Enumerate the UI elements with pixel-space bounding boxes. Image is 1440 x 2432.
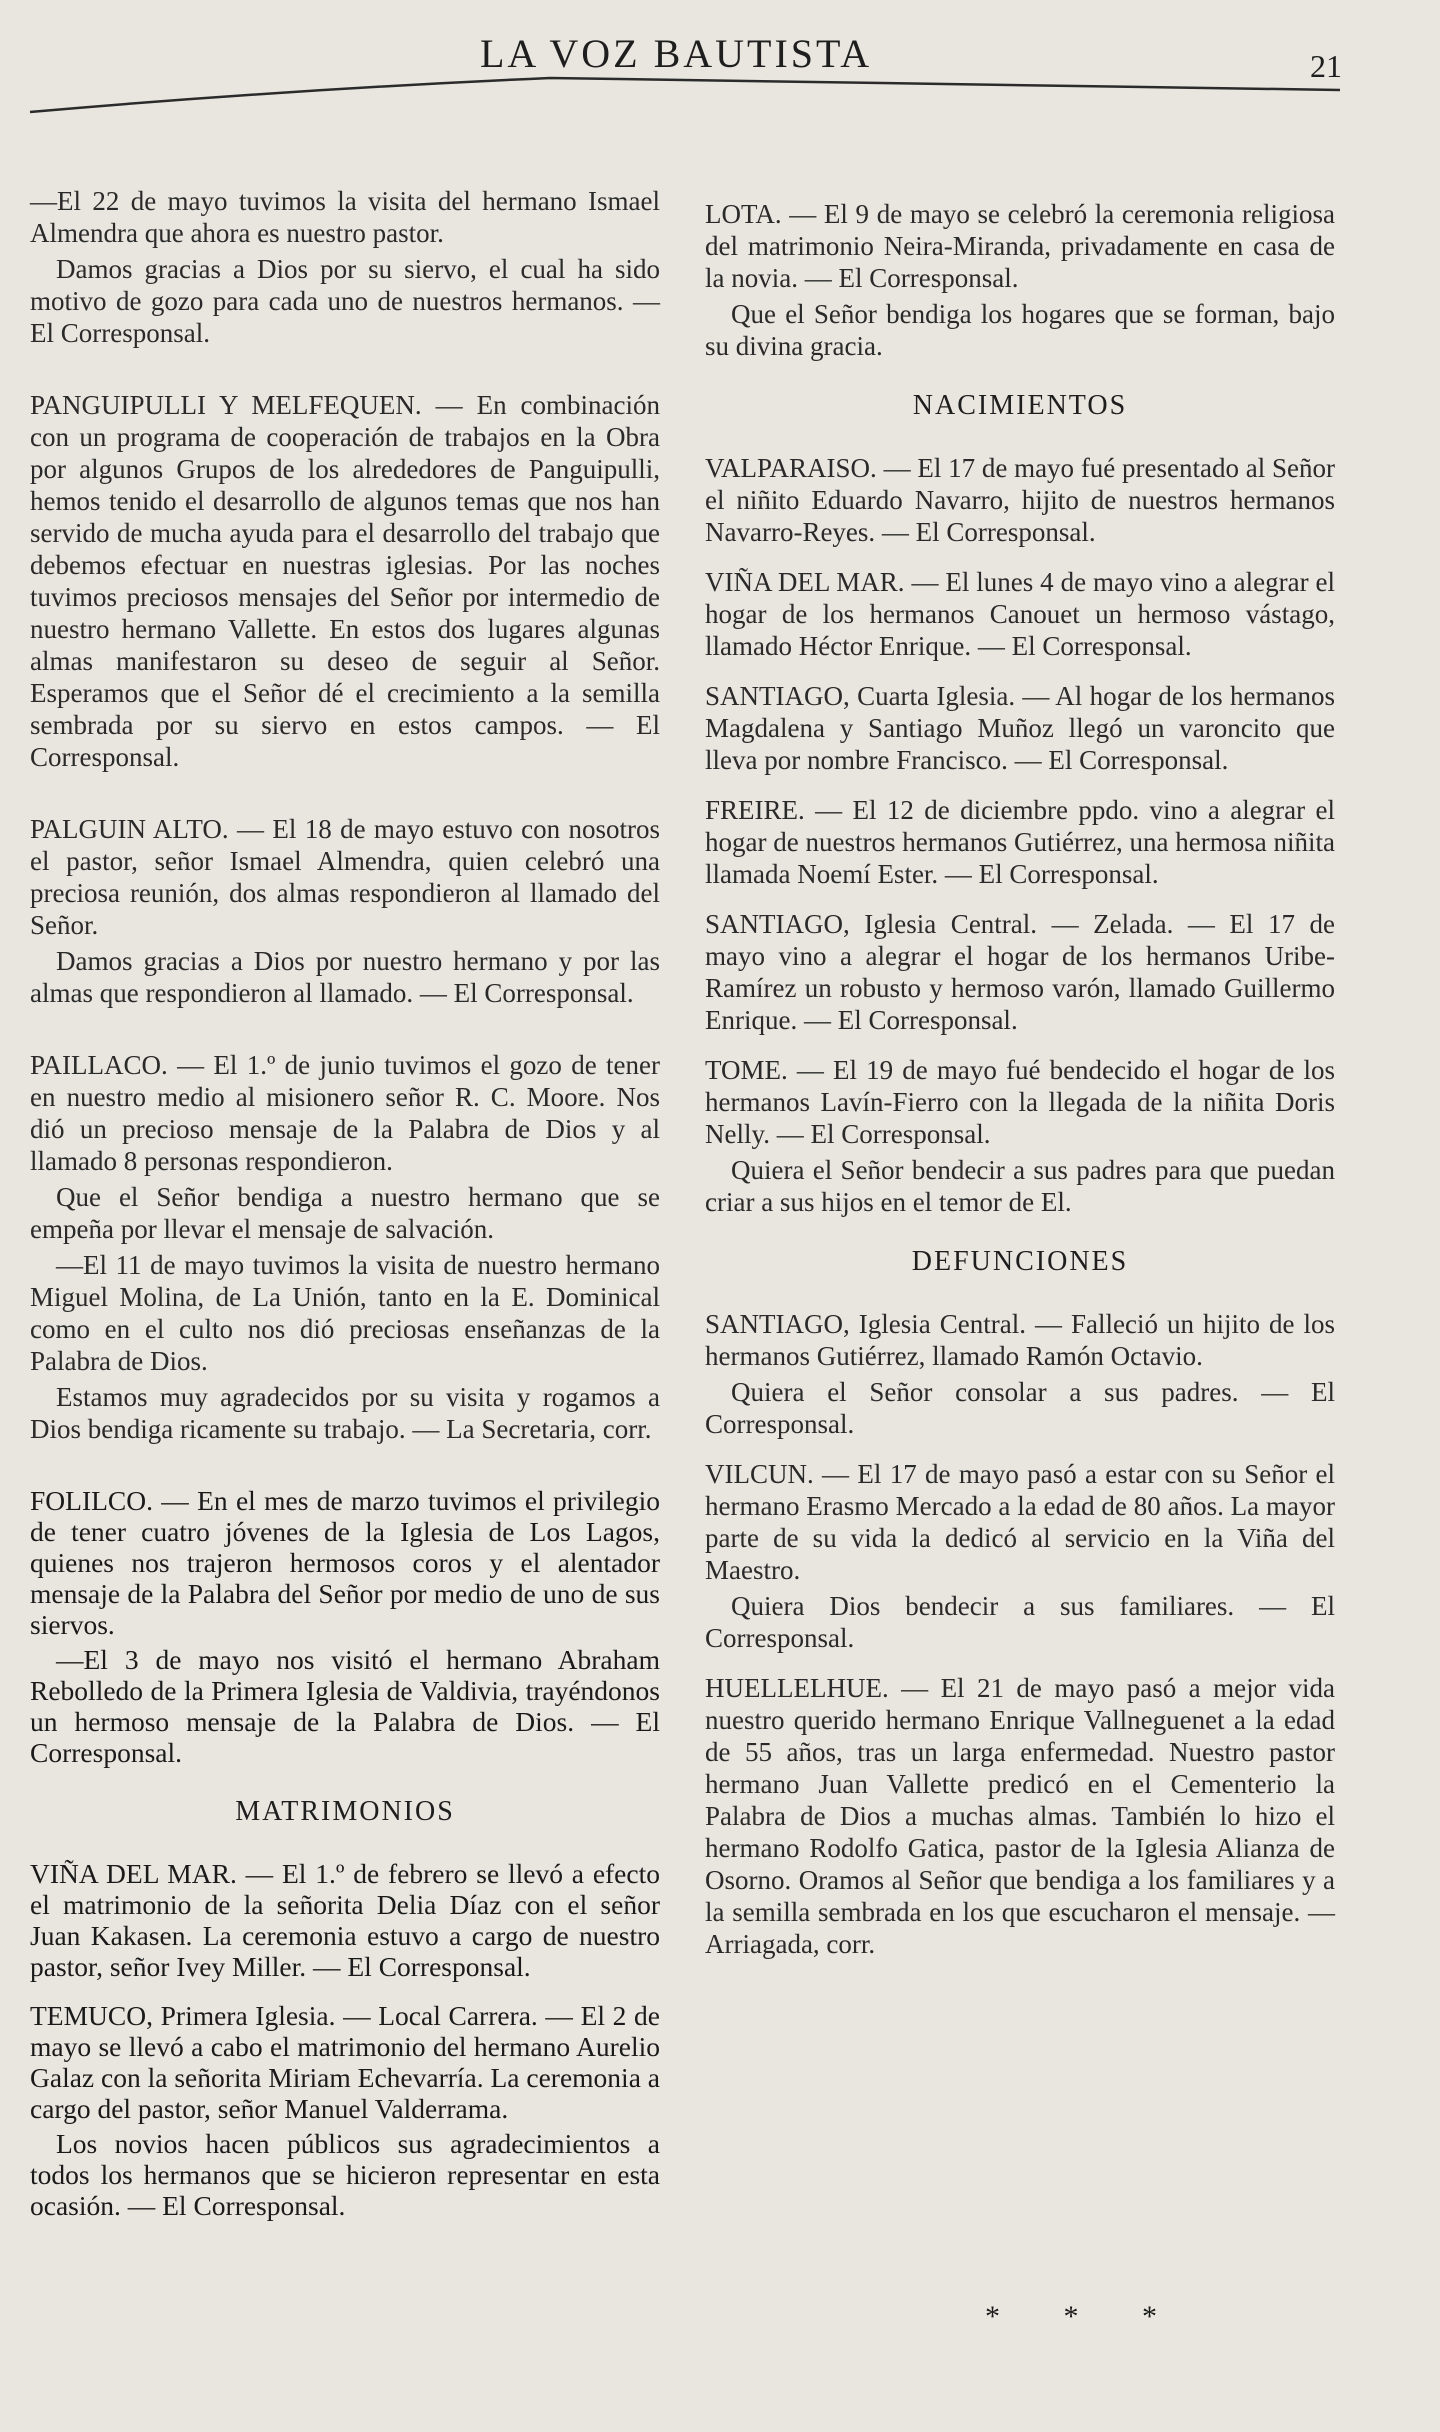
news-item: LOTA. — El 9 de mayo se celebró la ceremonia religiosa del matrimonio Neira-Miranda, privadamente en casa de la novia. — El Corresponsal. <box>705 199 1335 293</box>
news-item: —El 3 de mayo nos visitó el hermano Abraham Rebolledo de la Primera Iglesia de Valdivia, trayéndonos un hermoso mensaje de la Palabra de Dios. — El Corresponsal. <box>30 1644 660 1768</box>
news-item: Que el Señor bendiga a nuestro hermano que se empeña por llevar el mensaje de salvación. <box>30 1182 660 1244</box>
news-item: SANTIAGO, Iglesia Central. — Zelada. — El 17 de mayo vino a alegrar el hogar de los hermanos Uribe-Ramírez un robusto y hermoso varón, llamado Guillermo Enrique. — El Corresponsal. <box>705 909 1335 1035</box>
news-item: Damos gracias a Dios por su siervo, el cual ha sido motivo de gozo para cada uno de nuestros hermanos. — El Corresponsal. <box>30 254 660 348</box>
news-item: Quiera el Señor bendecir a sus padres para que puedan criar a sus hijos en el temor de El. <box>705 1155 1335 1217</box>
news-item: —El 22 de mayo tuvimos la visita del hermano Ismael Almendra que ahora es nuestro pastor. <box>30 186 660 248</box>
page-title: LA VOZ BAUTISTA <box>480 31 873 76</box>
end-ornament: * * * <box>985 2300 1185 2333</box>
news-item: SANTIAGO, Iglesia Central. — Falleció un hijito de los hermanos Gutiérrez, llamado Ramón Octavio. <box>705 1309 1335 1371</box>
news-item: Quiera Dios bendecir a sus familiares. — El Corresponsal. <box>705 1591 1335 1653</box>
news-item: Damos gracias a Dios por nuestro hermano y por las almas que respondieron al llamado. — El Corresponsal. <box>30 946 660 1008</box>
section-heading-nacimientos: NACIMIENTOS <box>912 390 1128 421</box>
news-item: VIÑA DEL MAR. — El lunes 4 de mayo vino a alegrar el hogar de los hermanos Canouet un hermoso vástago, llamado Héctor Enrique. — El Corresponsal. <box>705 567 1335 661</box>
news-item: VILCUN. — El 17 de mayo pasó a estar con su Señor el hermano Erasmo Mercado a la edad de 80 años. La mayor parte de su vida la dedicó al servicio en la Viña del Maestro. <box>705 1459 1335 1585</box>
news-item: PALGUIN ALTO. — El 18 de mayo estuvo con nosotros el pastor, señor Ismael Almendra, quien celebró una preciosa reunión, dos almas respondieron al llamado del Señor. <box>30 814 660 940</box>
news-item: VALPARAISO. — El 17 de mayo fué presentado al Señor el niñito Eduardo Navarro, hijito de nuestros hermanos Navarro-Reyes. — El Corresponsal. <box>705 453 1335 547</box>
news-item: Los novios hacen públicos sus agradecimientos a todos los hermanos que se hicieron representar en esta ocasión. — El Corresponsal. <box>30 2128 660 2221</box>
news-item: Quiera el Señor consolar a sus padres. — El Corresponsal. <box>705 1377 1335 1439</box>
news-item: —El 11 de mayo tuvimos la visita de nuestro hermano Miguel Molina, de La Unión, tanto en la E. Dominical como en el culto nos dió preciosas enseñanzas de la Palabra de Dios. <box>30 1250 660 1376</box>
news-item: PAILLACO. — El 1.º de junio tuvimos el gozo de tener en nuestro medio al misionero señor R. C. Moore. Nos dió un precioso mensaje de la Palabra de Dios y al llamado 8 personas respondieron. <box>30 1050 660 1176</box>
news-item: HUELLELHUE. — El 21 de mayo pasó a mejor vida nuestro querido hermano Enrique Vallneguenet a la edad de 55 años, tras un larga enfermedad. Nuestro pastor hermano Juan Vallette predicó en el Cementerio la Palabra de Dios a muchas almas. También lo hizo el hermano Rodolfo Gatica, pastor de la Iglesia Alianza de Osorno. Oramos al Señor que bendiga a los familiares y a la semilla sembrada en los que escucharon el mensaje. — Arriagada, corr. <box>705 1673 1335 1959</box>
news-item: FOLILCO. — En el mes de marzo tuvimos el privilegio de tener cuatro jóvenes de la Iglesia de Los Lagos, quienes nos trajeron hermosos coros y el alentador mensaje de la Palabra del Señor por medio de uno de sus siervos. <box>30 1485 660 1640</box>
left-bottom-group <box>30 1485 660 2221</box>
right-column <box>705 198 1335 1978</box>
section-heading-matrimonios: MATRIMONIOS <box>235 1796 455 1827</box>
news-item: FREIRE. — El 12 de diciembre ppdo. vino a alegrar el hogar de nuestros hermanos Gutiérrez, una hermosa niñita llamada Noemí Ester. — El Corresponsal. <box>705 795 1335 889</box>
news-item: Estamos muy agradecidos por su visita y rogamos a Dios bendiga ricamente su trabajo. — La Secretaria, corr. <box>30 1382 660 1444</box>
header-rule <box>30 80 1360 200</box>
news-item: TOME. — El 19 de mayo fué bendecido el hogar de los hermanos Lavín-Fierro con la llegada de la niñita Doris Nelly. — El Corresponsal. <box>705 1055 1335 1149</box>
page-number: 21 <box>1310 48 1342 84</box>
left-column <box>30 185 660 2239</box>
section-heading-defunciones: DEFUNCIONES <box>911 1246 1129 1277</box>
news-item: TEMUCO, Primera Iglesia. — Local Carrera. — El 2 de mayo se llevó a cabo el matrimonio del hermano Aurelio Galaz con la señorita Miriam Echevarría. La ceremonia a cargo del pastor, señor Manuel Valderrama. <box>30 2000 660 2124</box>
news-item: PANGUIPULLI Y MELFEQUEN. — En combinación con un programa de cooperación de trabajos en la Obra por algunos Grupos de los alrededores de Panguipulli, hemos tenido el desarrollo de algunos temas que nos han servido de mucha ayuda para el desarrollo del trabajo que debemos efectuar en nuestras iglesias. Por las noches tuvimos preciosos mensajes del Señor por intermedio de nuestro hermano Vallette. En estos dos lugares algunas almas manifestaron su deseo de seguir al Señor. Esperamos que el Señor dé el crecimiento a la semilla sembrada por su siervo en estos campos. — El Corresponsal. <box>30 390 660 772</box>
news-item: Que el Señor bendiga los hogares que se forman, bajo su divina gracia. <box>705 299 1335 361</box>
news-item: VIÑA DEL MAR. — El 1.º de febrero se llevó a efecto el matrimonio de la señorita Delia Díaz con el señor Juan Kakasen. La ceremonia estuvo a cargo de nuestro pastor, señor Ivey Miller. — El Corresponsal. <box>30 1858 660 1982</box>
news-item: SANTIAGO, Cuarta Iglesia. — Al hogar de los hermanos Magdalena y Santiago Muñoz llegó un varoncito que lleva por nombre Francisco. — El Corresponsal. <box>705 681 1335 775</box>
